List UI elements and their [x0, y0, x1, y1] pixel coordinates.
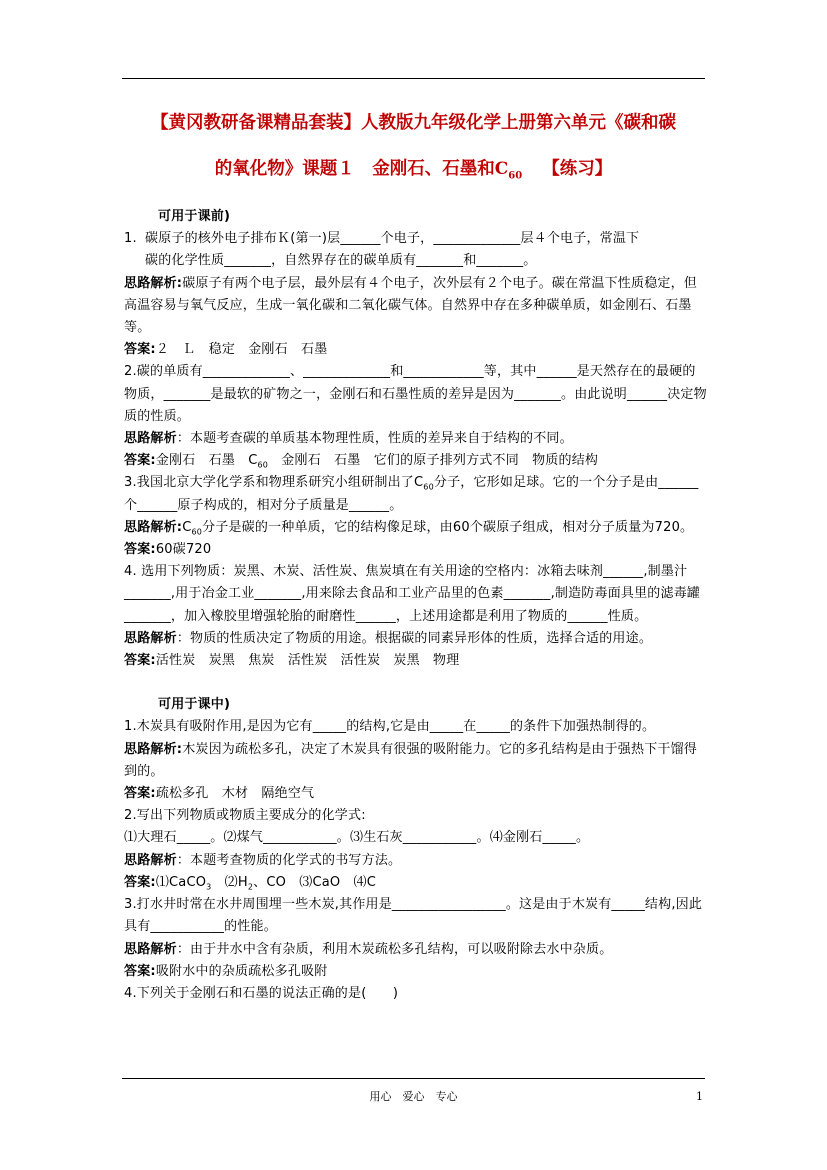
answer-6: 答案:⑴CaCO$_3$ $⑵H_2$、CO ⑶CaO ⑷C — [124, 874, 377, 892]
question-8: 4.下列关于金刚石和石墨的说法正确的是( ) — [124, 985, 399, 1001]
question-6: 2.写出下列物质或物质主要成分的化学式: — [124, 808, 366, 824]
question-6-items: ⑴大理石_____。⑵煤气___________。⑶生石灰___________。⑷金刚石_____。 — [124, 830, 590, 846]
analysis-7: 思路解析：由于井水中含有杂质，利用木炭疏松多孔结构，可以吸附除去水中杂质。 — [124, 941, 613, 957]
section-heading-before-class: 可用于课前) — [158, 209, 231, 224]
document-title-line2: 的氧化物》课题１ 金刚石、石墨和$C_{60}$ 【练习】 — [214, 159, 613, 182]
analysis-2: 思路解析：本题考查碳的单质基本物理性质，性质的差异来自于结构的不同。 — [124, 431, 573, 447]
header-rule — [122, 78, 705, 79]
page-number: 1 — [696, 1090, 703, 1103]
question-7: 3.打水井时常在水井周围埋一些木炭,其作用是_________________。这是由于木炭有_____结构,因此具有___________的性能。 — [124, 897, 703, 935]
answer-7: 答案:吸附水中的杂质疏松多孔吸附 — [124, 963, 328, 979]
answer-5: 答案:疏松多孔 木材 隔绝空气 — [124, 786, 315, 802]
question-2: 2.碳的单质有_____________、_____________和____________等，其中______是天然存在的最硬的物质，_______是最软的矿物之一，金刚石和石墨性质的差异是因为_______。由此说明______决定物质的性质。 — [124, 364, 707, 424]
question-1-line2: 碳的化学性质_______，自然界存在的碳单质有_______和_______。 — [145, 253, 537, 269]
document-title-line1: 【黄冈教研备课精品套装】人教版九年级化学上册第六单元《碳和碳 — [151, 113, 676, 133]
analysis-6: 思路解析：本题考查物质的化学式的书写方法。 — [124, 852, 402, 868]
answer-4: 答案:活性炭 炭黑 焦炭 活性炭 活性炭 炭黑 物理 — [124, 653, 460, 669]
document-body — [124, 206, 707, 1005]
question-5: 1.木炭具有吸附作用,是因为它有_____的结构,它是由_____在_____的条件下加强热制得的。 — [124, 719, 656, 735]
section-heading-during-class: 可用于课中) — [158, 697, 231, 713]
answer-3: 答案:60碳720 — [124, 542, 212, 558]
analysis-5: 思路解析:木炭因为疏松多孔，决定了木炭具有很强的吸附能力。它的多孔结构是由于强热下干馏得到的。 — [124, 741, 698, 779]
question-4: 4. 选用下列物质：炭黑、木炭、活性炭、焦炭填在有关用途的空格内：冰箱去味剂______,制墨汁_______,用于冶金工业_______,用来除去食品和工业产品里的色素_______,制造防毒面具里的滤毒罐_______，加入橡胶里增强轮胎的耐磨性______，上述用途都是利用了物质的______性质。 — [124, 564, 701, 624]
analysis-4: 思路解析：物质的性质决定了物质的用途。根据碳的同素异形体的性质，选择合适的用途。 — [124, 630, 653, 646]
question-3: 3.我国北京大学化学系和物理系研究小组研制出了$C_{60}$分子，它形如足球。它的一个分子是由______个______原子构成的，相对分子质量是______。 — [124, 475, 699, 513]
footer-rule — [122, 1078, 705, 1079]
answer-1: 答案:２ Ｌ 稳定 金刚石 石墨 — [124, 342, 328, 358]
answer-2: 答案:金刚石 石墨 $C_{60}$ 金刚石 石墨 它们的原子排列方式不同 物质的结构 — [124, 453, 599, 470]
analysis-1: 思路解析:碳原子有两个电子层，最外层有４个电子，次外层有２个电子。碳在常温下性质稳定，但高温容易与氧气反应，生成一氧化碳和二氧化碳气体。自然界中存在多种碳单质，如金刚石、石墨等。 — [124, 275, 698, 336]
analysis-3: 思路解析$:C_{60}$分子是碳的一种单质，它的结构像足球，由60个碳原子组成，相对分子质量为720。 — [124, 519, 694, 537]
question-1: 1. 碳原子的核外电子排布Ｋ(第一)层______个电子，_____________层４个电子，常温下 — [124, 231, 640, 247]
c60-formula: $C_{60}$ — [494, 159, 523, 182]
footer-motto: 用心 爱心 专心 — [369, 1090, 458, 1103]
